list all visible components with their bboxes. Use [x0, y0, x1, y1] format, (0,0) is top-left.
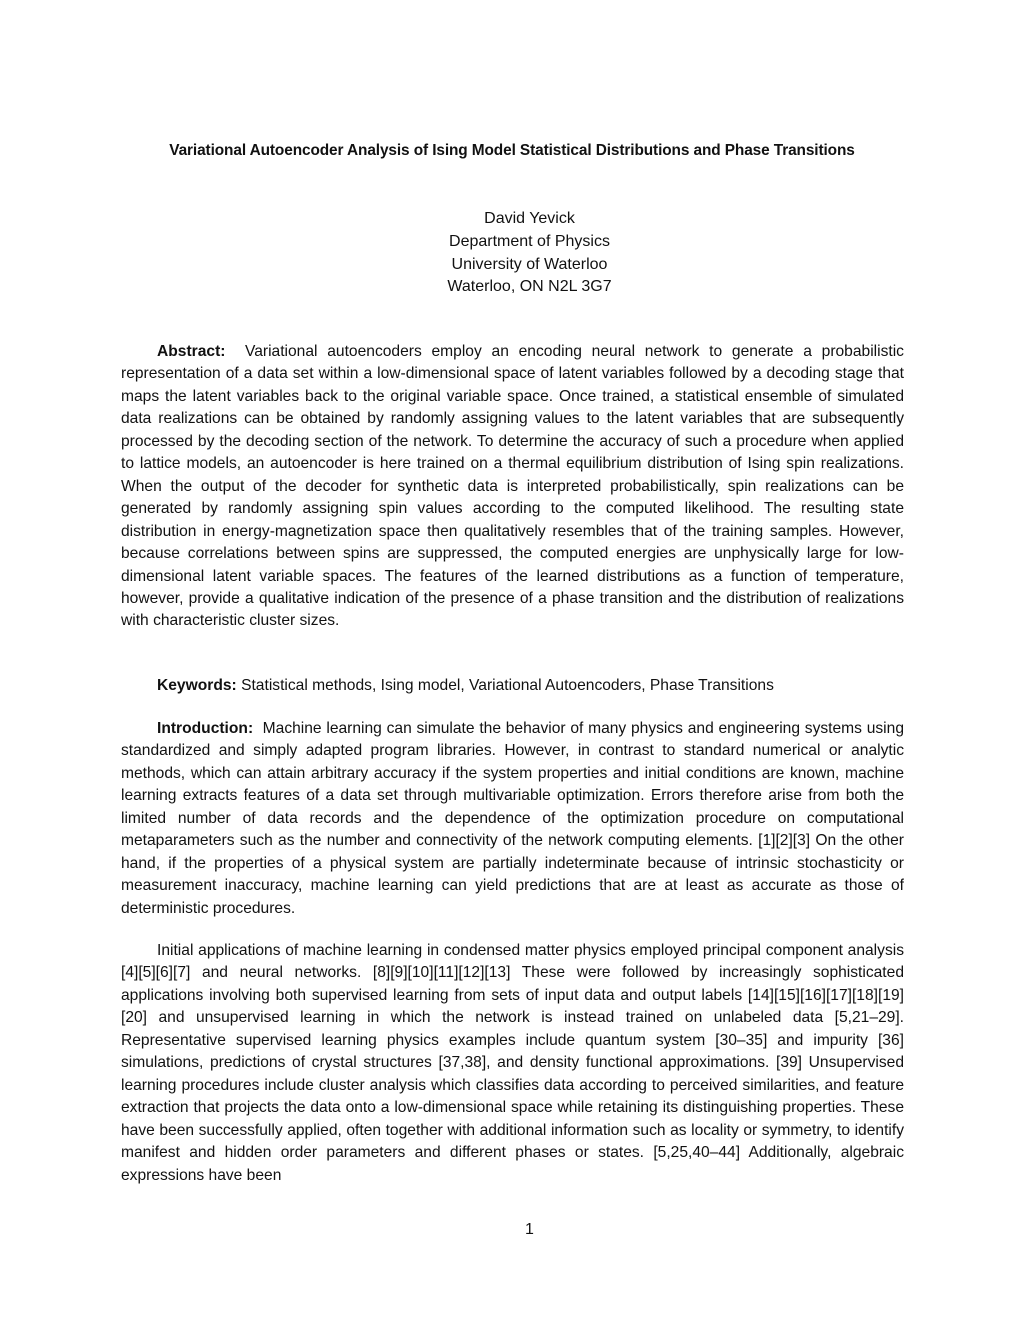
- author-address: Waterloo, ON N2L 3G7: [447, 278, 612, 296]
- paragraph-2-text: Initial applications of machine learning in condensed matter physics employed principal component analysis [4][5][6][7] and neural networks. [8][9][10][11][12][13] These were followed by increasingly sophisticated applications involving both supervised learning from sets of input data and output labels [14][15][16][17][18][19][20] and unsupervised learning in which the network is instead trained on unlabeled data [5,21–29]. Representative supervised learning physics examples include quantum system [30–35] and impurity [36] simulations, predictions of crystal structures [37,38], and density functional approximations. [39] Unsupervised learning procedures include cluster analysis which classifies data according to perceived similarities, and feature extraction that projects the data onto a low-dimensional space while retaining its distinguishing properties. These have been successfully applied, often together with additional information such as locality or symmetry, to identify manifest and hidden order parameters and different phases or states. [5,25,40–44] Additionally, algebraic expressions have been: [121, 942, 904, 1184]
- author-block: [0, 208, 1024, 299]
- page-number: 1: [525, 1221, 534, 1238]
- keywords-paragraph: [121, 675, 904, 697]
- introduction-paragraph: [121, 718, 904, 920]
- abstract-label: Abstract:: [157, 343, 226, 360]
- introduction-label: Introduction:: [157, 720, 254, 737]
- paper-title: Variational Autoencoder Analysis of Ising Model Statistical Distributions and Phase Transitions: [169, 142, 855, 159]
- body-paragraph-2: [121, 940, 904, 1187]
- keywords-text: Statistical methods, Ising model, Variational Autoencoders, Phase Transitions: [241, 677, 774, 694]
- author-university: University of Waterloo: [451, 255, 608, 273]
- author-department: Department of Physics: [449, 232, 610, 250]
- author-name: David Yevick: [484, 210, 575, 227]
- keywords-label: Keywords:: [157, 677, 237, 694]
- abstract-text: Variational autoencoders employ an encoding neural network to generate a probabilistic representation of a data set within a low-dimensional space of latent variables followed by a decoding stage that maps the latent variables back to the original variable space. Once trained, a statistical ensemble of simulated data realizations can be obtained by randomly assigning values to the latent variables that are subsequently processed by the decoding section of the network. To determine the accuracy of such a procedure when applied to lattice models, an autoencoder is here trained on a thermal equilibrium distribution of Ising spin realizations. When the output of the decoder for synthetic data is interpreted probabilistically, spin realizations can be generated by randomly assigning spin values according to the computed likelihood. The resulting state distribution in energy-magnetization space then qualitatively resembles that of the training samples. However, because correlations between spins are suppressed, the computed energies are unphysically large for low-dimensional latent variable spaces. The features of the learned distributions as a function of temperature, however, provide a qualitative indication of the presence of a phase transition and the distribution of realizations with characteristic cluster sizes.: [121, 343, 904, 630]
- abstract-paragraph: [121, 341, 904, 633]
- introduction-text: Machine learning can simulate the behavior of many physics and engineering systems using standardized and simply adapted program libraries. However, in contrast to standard numerical or analytic methods, which can attain arbitrary accuracy if the system properties and initial conditions are known, machine learning extracts features of a data set through multivariable optimization. Errors therefore arise from both the limited number of data records and the dependence of the optimization procedure on computational metaparameters such as the number and connectivity of the network computing elements. [1][2][3] On the other hand, if the properties of a physical system are partially indeterminate because of intrinsic stochasticity or measurement inaccuracy, machine learning can yield predictions that are at least as accurate as those of deterministic procedures.: [121, 720, 904, 917]
